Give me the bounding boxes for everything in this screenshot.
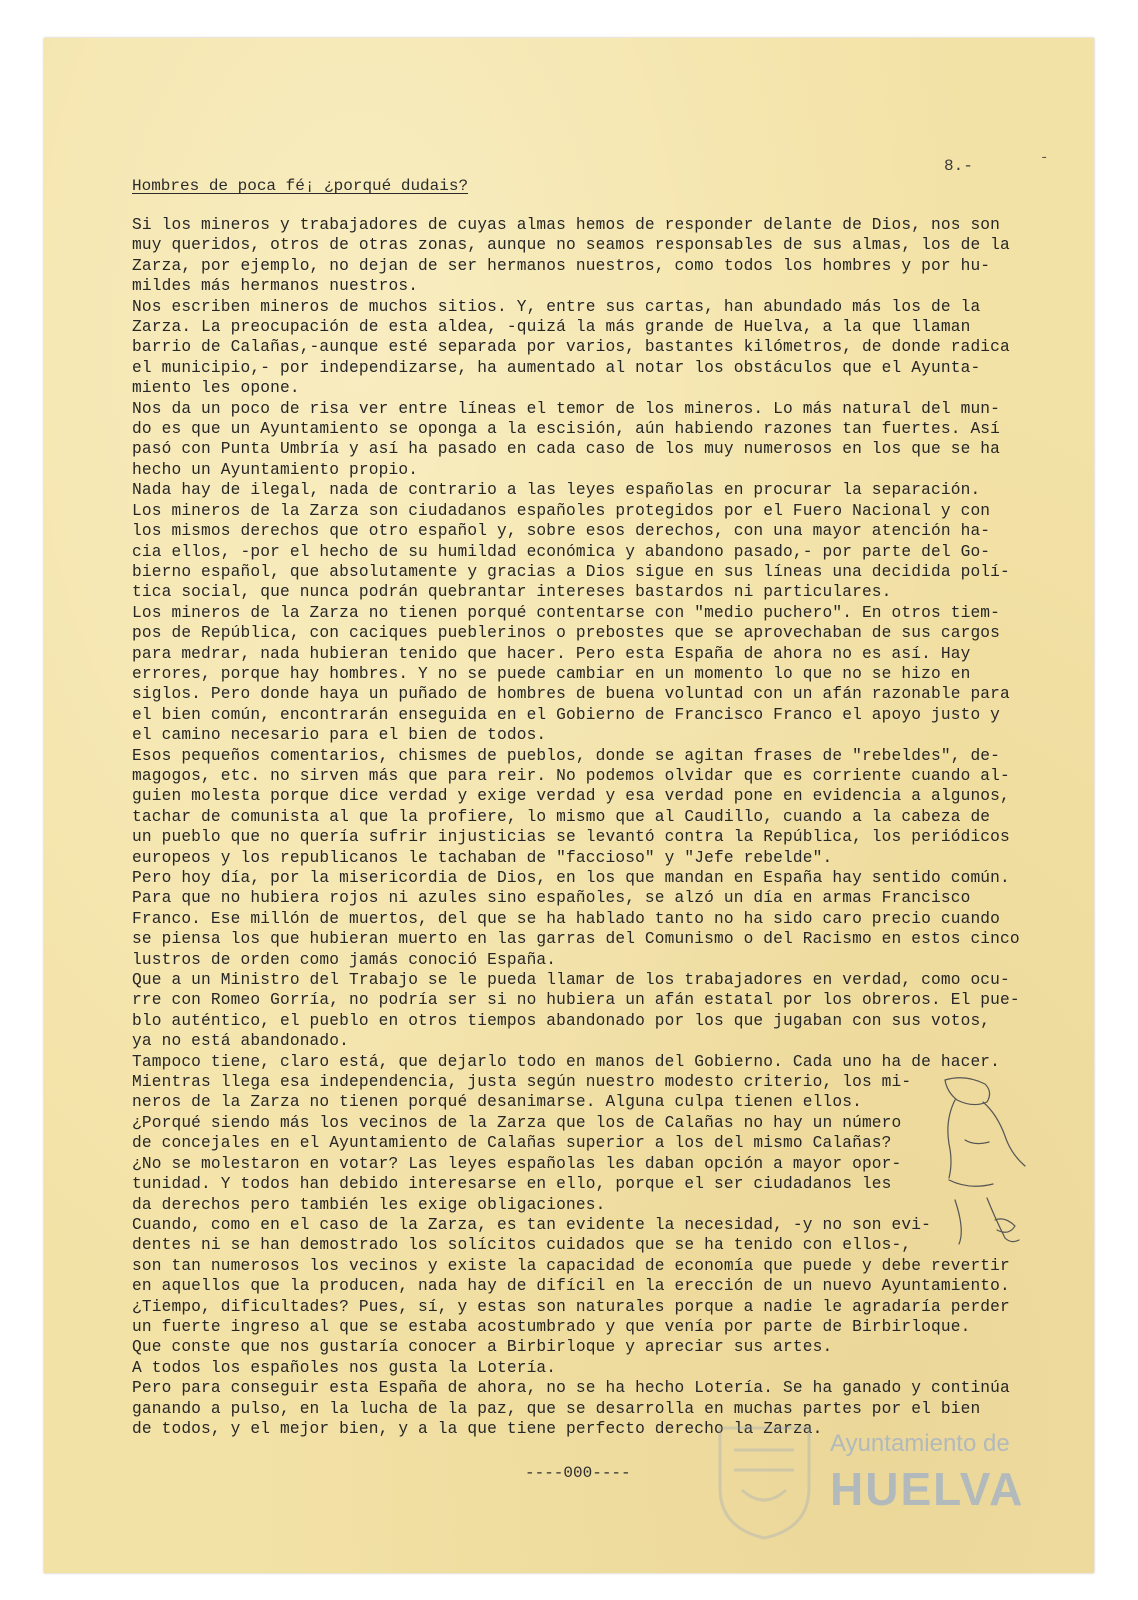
text-line: para medrar, nada hubieran tenido que hacer. Pero esta España de ahora no es así. Hay	[132, 644, 971, 663]
text-line: Que conste que nos gustaría conocer a Birbirloque y apreciar sus artes.	[132, 1338, 833, 1357]
text-line: Tampoco tiene, claro está, que dejarlo todo en manos del Gobierno. Cada uno ha de hacer.	[132, 1052, 1001, 1071]
text-line: en aquellos que la producen, nada hay de difícil en la erección de un nuevo Ayuntamiento.	[132, 1277, 1010, 1296]
text-line: Pero hoy día, por la misericordia de Dios, en los que mandan en España hay sentido común.	[132, 869, 1010, 887]
text-line: magogos, etc. no sirven más que para reir. No podemos olvidar que es corriente cuando al-	[132, 766, 1010, 785]
text-line: el camino necesario para el bien de todos.	[132, 726, 547, 745]
text-line: de todos, y el mejor bien, y a la que tiene perfecto derecho la Zarza.	[132, 1419, 823, 1438]
text-line: tunidad. Y todos han debido interesarse en ello, porque el ser ciudadanos les	[132, 1175, 892, 1194]
text-line: bierno español, que absolutamente y gracias a Dios sigue en sus líneas una decidida polí-	[132, 562, 1010, 581]
text-line: de concejales en el Ayuntamiento de Calañas superior a los del mismo Calañas?	[132, 1134, 892, 1153]
text-line: muy queridos, otros de otras zonas, aunque no seamos responsables de sus almas, los de la	[132, 236, 1010, 255]
text-line: pos de República, con caciques pueblerinos o prebostes que se aprovechaban de sus cargos	[132, 624, 1001, 643]
watermark-line-2: HUELVA	[830, 1463, 1025, 1515]
text-line: A todos los españoles nos gusta la Lotería.	[132, 1358, 557, 1377]
text-line: da derechos pero también les exige obligaciones.	[132, 1195, 606, 1214]
text-line: Cuando, como en el caso de la Zarza, es tan evidente la necesidad, -y no son evi-	[132, 1215, 931, 1234]
article-body	[132, 215, 1032, 1439]
text-line: ganando a pulso, en la lucha de la paz, que se desarrolla en muchas partes por el bien	[132, 1399, 981, 1418]
text-line: do es que un Ayuntamiento se oponga a la escisión, aún habiendo razones tan fuertes. Así	[132, 420, 1001, 439]
text-line: un pueblo que no quería sufrir injusticias se levantó contra la República, los periódicos	[132, 828, 1010, 847]
text-line: ¿Tiempo, dificultades? Pues, sí, y estas son naturales porque a nadie le agradaría perder	[132, 1297, 1010, 1316]
text-line: Nada hay de ilegal, nada de contrario a las leyes españolas en procurar la separación.	[132, 481, 981, 500]
text-line: Zarza. La preocupación de esta aldea, -quizá la más grande de Huelva, a la que llaman	[132, 318, 971, 337]
text-line: tica social, que nunca podrán quebrantar intereses bastardos ni particulares.	[132, 583, 892, 602]
text-line: ya no está abandonado.	[132, 1032, 350, 1051]
text-line: europeos y los republicanos le tachaban de "faccioso" y "Jefe rebelde".	[132, 848, 833, 867]
text-line: Nos escriben mineros de muchos sitios. Y, entre sus cartas, han abundado más los de la	[132, 297, 981, 316]
text-line: Para que no hubiera rojos ni azules sino españoles, se alzó un día en armas Francisco	[132, 889, 971, 908]
closing-separator: ----000----	[525, 1464, 631, 1482]
text-line: barrio de Calañas,-aunque esté separada por varios, bastantes kilómetros, de donde radica	[132, 338, 1010, 357]
text-line: tachar de comunista al que la profiere, lo mismo que al Caudillo, cuando a la cabeza de	[132, 807, 991, 826]
text-line: mildes más hermanos nuestros.	[132, 277, 419, 296]
text-line: guien molesta porque dice verdad y exige verdad y esa verdad pone en evidencia a algunos,	[132, 787, 1010, 806]
text-line: pasó con Punta Umbría y así ha pasado en cada caso de los muy numerosos en los que se ha	[132, 440, 1001, 459]
text-line: Mientras llega esa independencia, justa según nuestro modesto criterio, los mi-	[132, 1073, 912, 1092]
text-line: un fuerte ingreso al que se estaba acostumbrado y que venía por parte de Birbirloque.	[132, 1317, 971, 1336]
text-line: errores, porque hay hombres. Y no se puede cambiar en un momento lo que no se hizo en	[132, 664, 971, 683]
text-line: son tan numerosos los vecinos y existe la capacidad de economía que puede y debe revertir	[132, 1256, 1010, 1275]
text-line: Zarza, por ejemplo, no dejan de ser hermanos nuestros, como todos los hombres y por hu-	[132, 256, 991, 275]
text-line: Pero para conseguir esta España de ahora, no se ha hecho Lotería. Se ha ganado y continúa	[132, 1379, 1010, 1398]
text-line: dentes ni se han demostrado los solícitos cuidados que se ha tenido con ellos-,	[132, 1236, 912, 1255]
watermark-line-1: Ayuntamiento de	[830, 1430, 1010, 1457]
text-line: siglos. Pero donde haya un puñado de hombres de buena voluntad con un afán razonable para	[132, 685, 1010, 704]
text-line: cia ellos, -por el hecho de su humildad económica y abandono pasado,- por parte del Go-	[132, 542, 991, 561]
text-line: lustros de orden como jamás conoció España.	[132, 950, 557, 969]
text-line: Los mineros de la Zarza son ciudadanos españoles protegidos por el Fuero Nacional y con	[132, 501, 991, 520]
text-line: el bien común, encontrarán enseguida en el Gobierno de Francisco Franco el apoyo justo y	[132, 705, 1001, 724]
article-title: Hombres de poca fé¡ ¿porqué dudais?	[132, 177, 469, 195]
pencil-sketch-figure	[925, 1070, 1035, 1250]
corner-mark: -	[1040, 150, 1049, 166]
text-line: los mismos derechos que otro español y, sobre esos derechos, con una mayor atención ha-	[132, 522, 991, 541]
text-line: Nos da un poco de risa ver entre líneas el temor de los mineros. Lo más natural del mun-	[132, 399, 1001, 418]
text-line: el municipio,- por independizarse, ha aumentado al notar los obstáculos que el Ayunta-	[132, 358, 981, 377]
text-line: blo auténtico, el pueblo en otros tiempos abandonado por los que jugaban con sus votos,	[132, 1011, 991, 1030]
text-line: rre con Romeo Gorría, no podría ser si no hubiera un afán estatal por los obreros. El pue-	[132, 991, 1020, 1010]
municipal-seal-watermark	[712, 1420, 817, 1542]
text-line: Los mineros de la Zarza no tienen porqué contentarse con "medio puchero". En otros tiem-	[132, 603, 1001, 622]
text-line: neros de la Zarza no tienen porqué desanimarse. Alguna culpa tienen ellos.	[132, 1093, 862, 1112]
text-line: se piensa los que hubieran muerto en las garras del Comunismo o del Racismo en estos cinco	[132, 930, 1020, 949]
text-line: miento les opone.	[132, 379, 300, 398]
text-line: ¿Porqué siendo más los vecinos de la Zarza que los de Calañas no hay un número	[132, 1113, 902, 1132]
text-line: ¿No se molestaron en votar? Las leyes españolas les daban opción a mayor opor-	[132, 1154, 902, 1173]
text-line: Esos pequeños comentarios, chismes de pueblos, donde se agitan frases de "rebeldes", de-	[132, 746, 1001, 765]
text-line: Que a un Ministro del Trabajo se le pueda llamar de los trabajadores en verdad, como ocu-	[132, 971, 1010, 990]
text-line: hecho un Ayuntamiento propio.	[132, 460, 419, 479]
page-number: 8.-	[944, 157, 973, 175]
text-line: Franco. Ese millón de muertos, del que se ha hablado tanto no ha sido caro precio cuando	[132, 909, 1001, 928]
text-line: Si los mineros y trabajadores de cuyas almas hemos de responder delante de Dios, nos son	[132, 216, 1001, 234]
